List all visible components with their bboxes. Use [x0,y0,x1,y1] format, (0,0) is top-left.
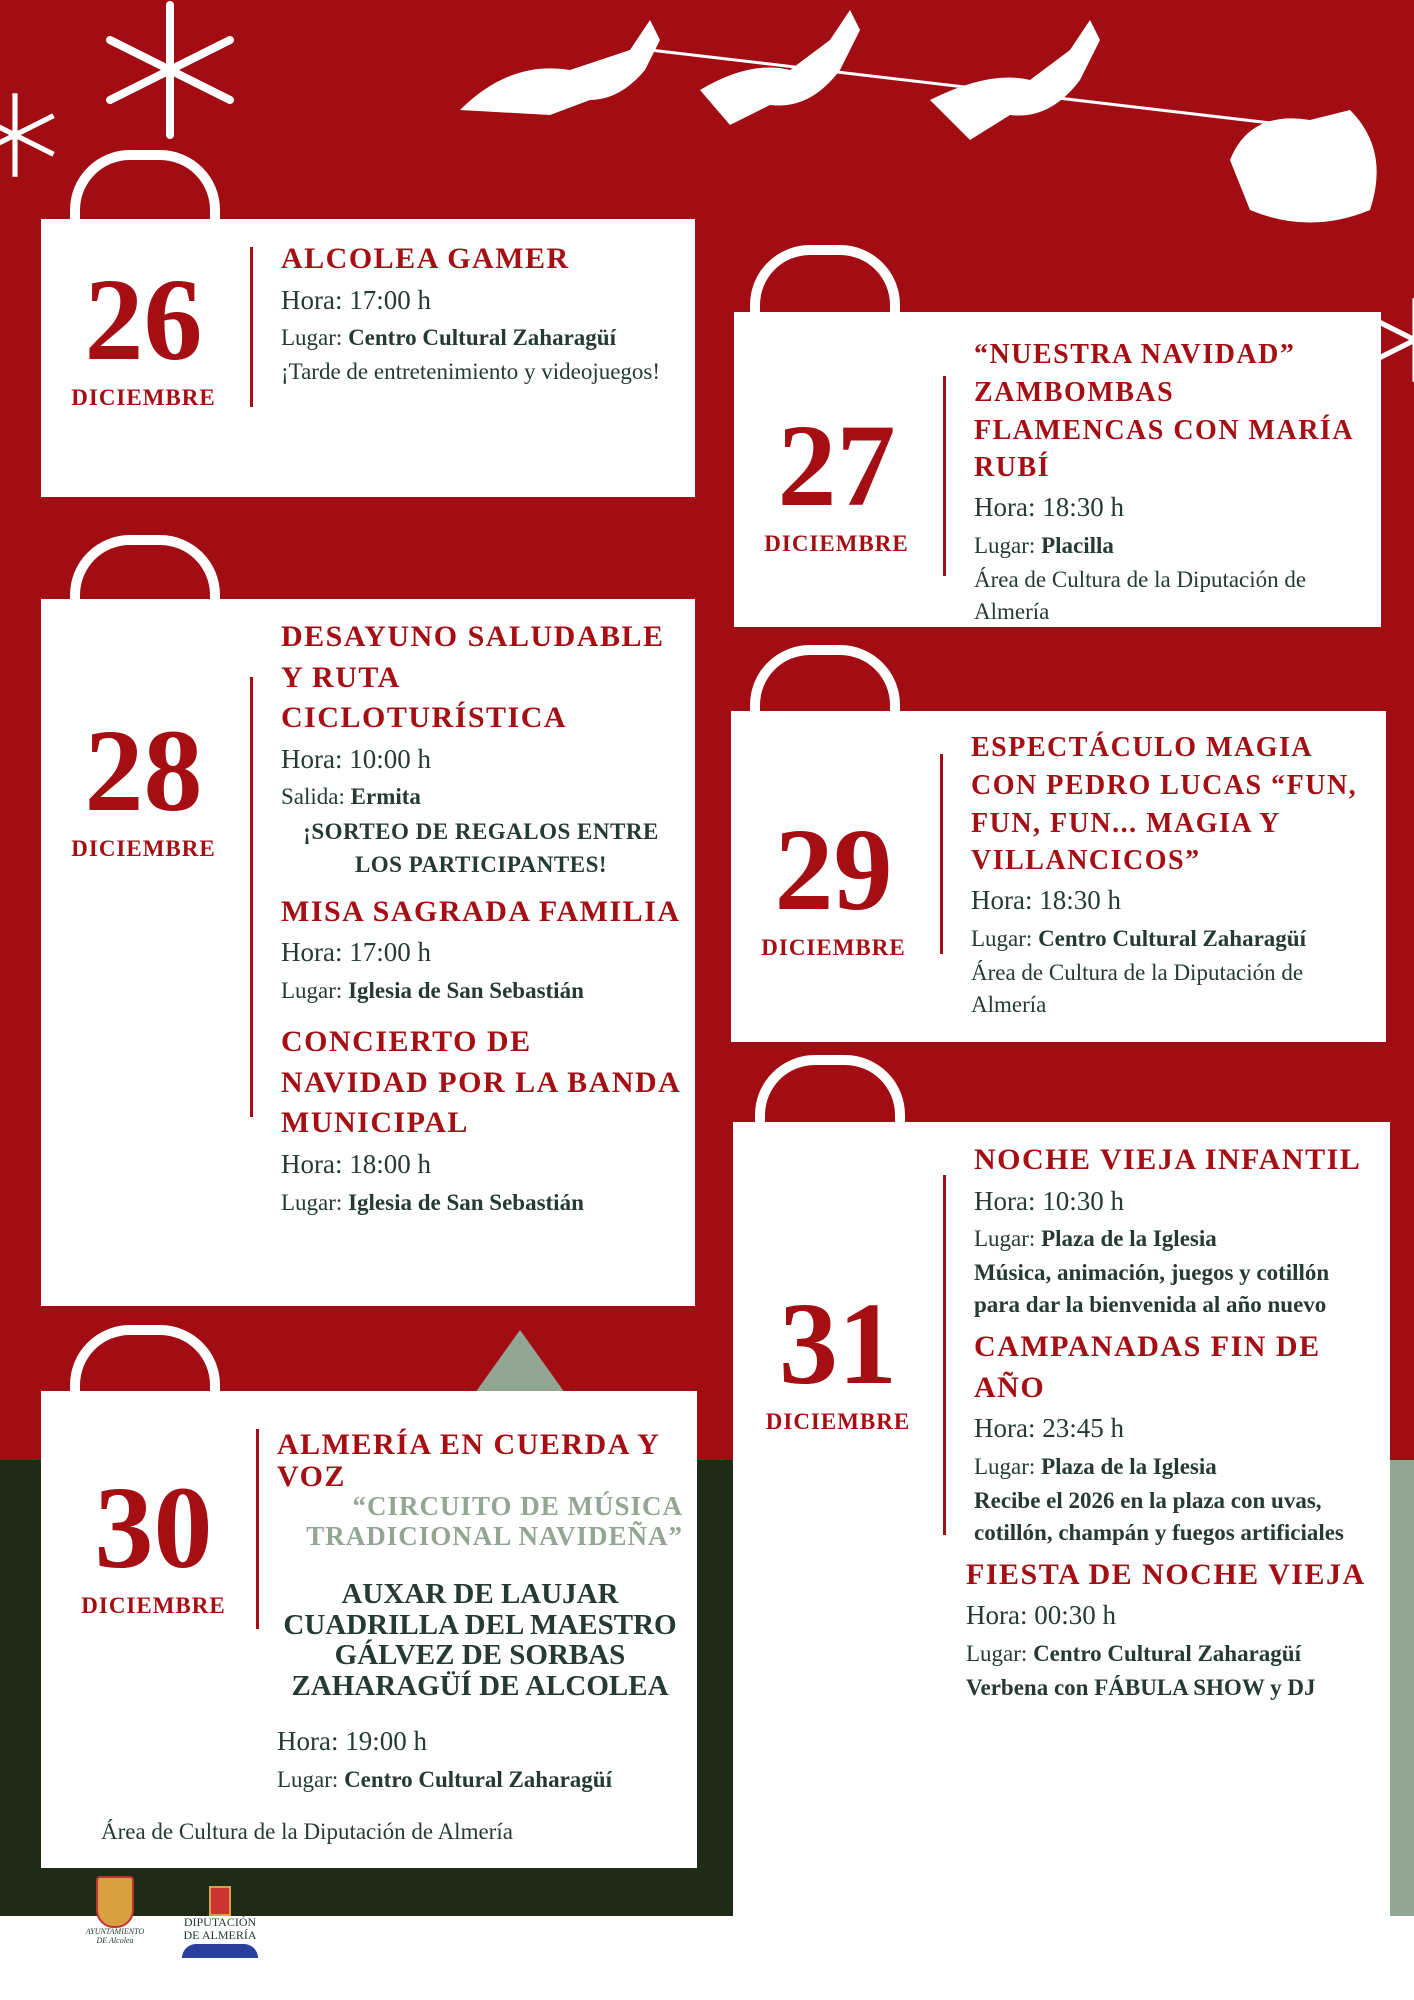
event-card-31 [733,1122,1390,1916]
divider [943,1175,946,1535]
logo-arc [182,1944,258,1958]
event-title: “NUESTRA NAVIDAD” ZAMBOMBAS FLAMENCAS CON MARÍA RUBÍ [974,339,1353,484]
event-title: MISA SAGRADA FAMILIA [281,894,681,928]
event-place: Lugar: Centro Cultural Zaharagüí [281,325,616,351]
coat-of-arms-icon [96,1876,134,1928]
event-description: Verbena con FÁBULA SHOW y DJ [966,1674,1316,1700]
event-time: Hora: 23:45 h [974,1413,1124,1444]
event-title: DESAYUNO SALUDABLE Y RUTA CICLOTURÍSTICA [281,620,665,734]
event-place: Lugar: Centro Cultural Zaharagüí [277,1766,612,1792]
month-label: DICIEMBRE [71,385,216,410]
event-title: FIESTA DE NOCHE VIEJA [966,1557,1366,1591]
event-description: Área de Cultura de la Diputación de Almería [971,959,1304,1017]
date-block [51,1429,256,1868]
gift-bow-icon [70,1325,220,1395]
reindeer-sleigh-icon [450,0,1414,250]
date-block [733,1140,943,1916]
tree-sage [470,1330,570,1400]
gift-bow-icon [750,245,900,315]
date-block [734,336,939,627]
gift-bow-icon [750,645,900,715]
snowflake-icon [0,90,60,180]
day-number: 27 [777,399,896,531]
divider [250,677,253,1117]
event-place: Lugar: Iglesia de San Sebastián [281,1189,584,1215]
performer: ZAHARAGÜÍ DE ALCOLEA [291,1669,669,1702]
event-time: Hora: 18:30 h [971,885,1121,916]
footer [0,1916,1414,2000]
date-block [41,254,246,497]
month-label: DICIEMBRE [81,1593,226,1618]
event-time: Hora: 17:00 h [281,284,431,315]
event-place: Lugar: Plaza de la Iglesia [974,1454,1217,1480]
date-block [731,729,936,1042]
month-label: DICIEMBRE [761,934,906,960]
divider [250,247,253,407]
event-time: Hora: 17:00 h [281,937,431,968]
event-card-29 [731,711,1386,1042]
event-card-26 [41,219,695,497]
event-description: Recibe el 2026 en la plaza con uvas, cotillón, champán y fuegos artificiales [974,1487,1344,1545]
event-description: Área de Cultura de la Diputación de Almería [101,1818,513,1844]
performer: CUADRILLA DEL MAESTRO [283,1608,677,1641]
event-place: Lugar: Centro Cultural Zaharagüí [971,926,1306,952]
divider [256,1429,259,1629]
event-time: Hora: 19:00 h [277,1726,427,1757]
date-block [41,617,246,1306]
coat-of-arms-icon [209,1886,231,1916]
event-time: Hora: 18:00 h [281,1148,431,1179]
event-title: CONCIERTO DE NAVIDAD POR LA BANDA MUNICIPAL [281,1025,680,1140]
performer: GÁLVEZ DE SORBAS [334,1639,626,1672]
logo-alcolea: AYUNTAMIENTO DE Alcolea [85,1876,145,1946]
performer-list [277,1579,683,1701]
event-place: Lugar: Iglesia de San Sebastián [281,977,584,1003]
event-title: ALCOLEA GAMER [281,242,570,275]
performer: AUXAR DE LAUJAR [341,1578,619,1611]
event-place: Lugar: Centro Cultural Zaharagüí [966,1641,1301,1667]
event-title: ALMERÍA EN CUERDA Y VOZ [277,1428,660,1493]
event-card-28 [41,599,695,1306]
day-number: 31 [779,1278,897,1409]
event-place: Lugar: Plaza de la Iglesia [974,1226,1217,1252]
month-label: DICIEMBRE [71,836,216,861]
day-number: 28 [84,705,203,836]
event-subtitle: “CIRCUITO DE MÚSICA TRADICIONAL NAVIDEÑA” [306,1491,683,1551]
day-number: 29 [774,803,893,935]
event-card-30 [41,1391,697,1868]
logo-diputacion: DIPUTACIÓN DE ALMERÍA [175,1886,265,1958]
event-note: ¡SORTEO DE REGALOS ENTRE LOS PARTICIPANTES! [303,818,659,878]
event-description: Música, animación, juegos y cotillón para dar la bienvenida al año nuevo [974,1259,1330,1318]
event-time: Hora: 10:00 h [281,743,431,774]
gift-bow-icon [70,150,220,220]
event-time: Hora: 10:30 h [974,1185,1124,1216]
event-card-27 [734,312,1381,627]
event-title: NOCHE VIEJA INFANTIL [974,1143,1362,1176]
event-time: Hora: 00:30 h [966,1600,1116,1631]
snowflake-icon [100,0,240,140]
day-number: 26 [84,254,203,385]
event-description: ¡Tarde de entretenimiento y videojuegos! [281,358,661,384]
month-label: DICIEMBRE [765,1409,911,1434]
event-title: ESPECTÁCULO MAGIA CON PEDRO LUCAS “FUN, FUN, FUN... MAGIA Y VILLANCICOS” [971,732,1358,877]
day-number: 30 [94,1462,213,1593]
event-description: Área de Cultura de la Diputación de Almería [974,566,1307,624]
gift-bow-icon [755,1055,905,1125]
event-place: Salida: Ermita [281,784,421,810]
divider [940,754,943,954]
event-place: Lugar: Placilla [974,533,1114,559]
event-title: CAMPANADAS FIN DE AÑO [974,1330,1321,1404]
event-time: Hora: 18:30 h [974,492,1124,523]
gift-bow-icon [70,535,220,605]
divider [943,376,946,576]
month-label: DICIEMBRE [764,530,909,556]
